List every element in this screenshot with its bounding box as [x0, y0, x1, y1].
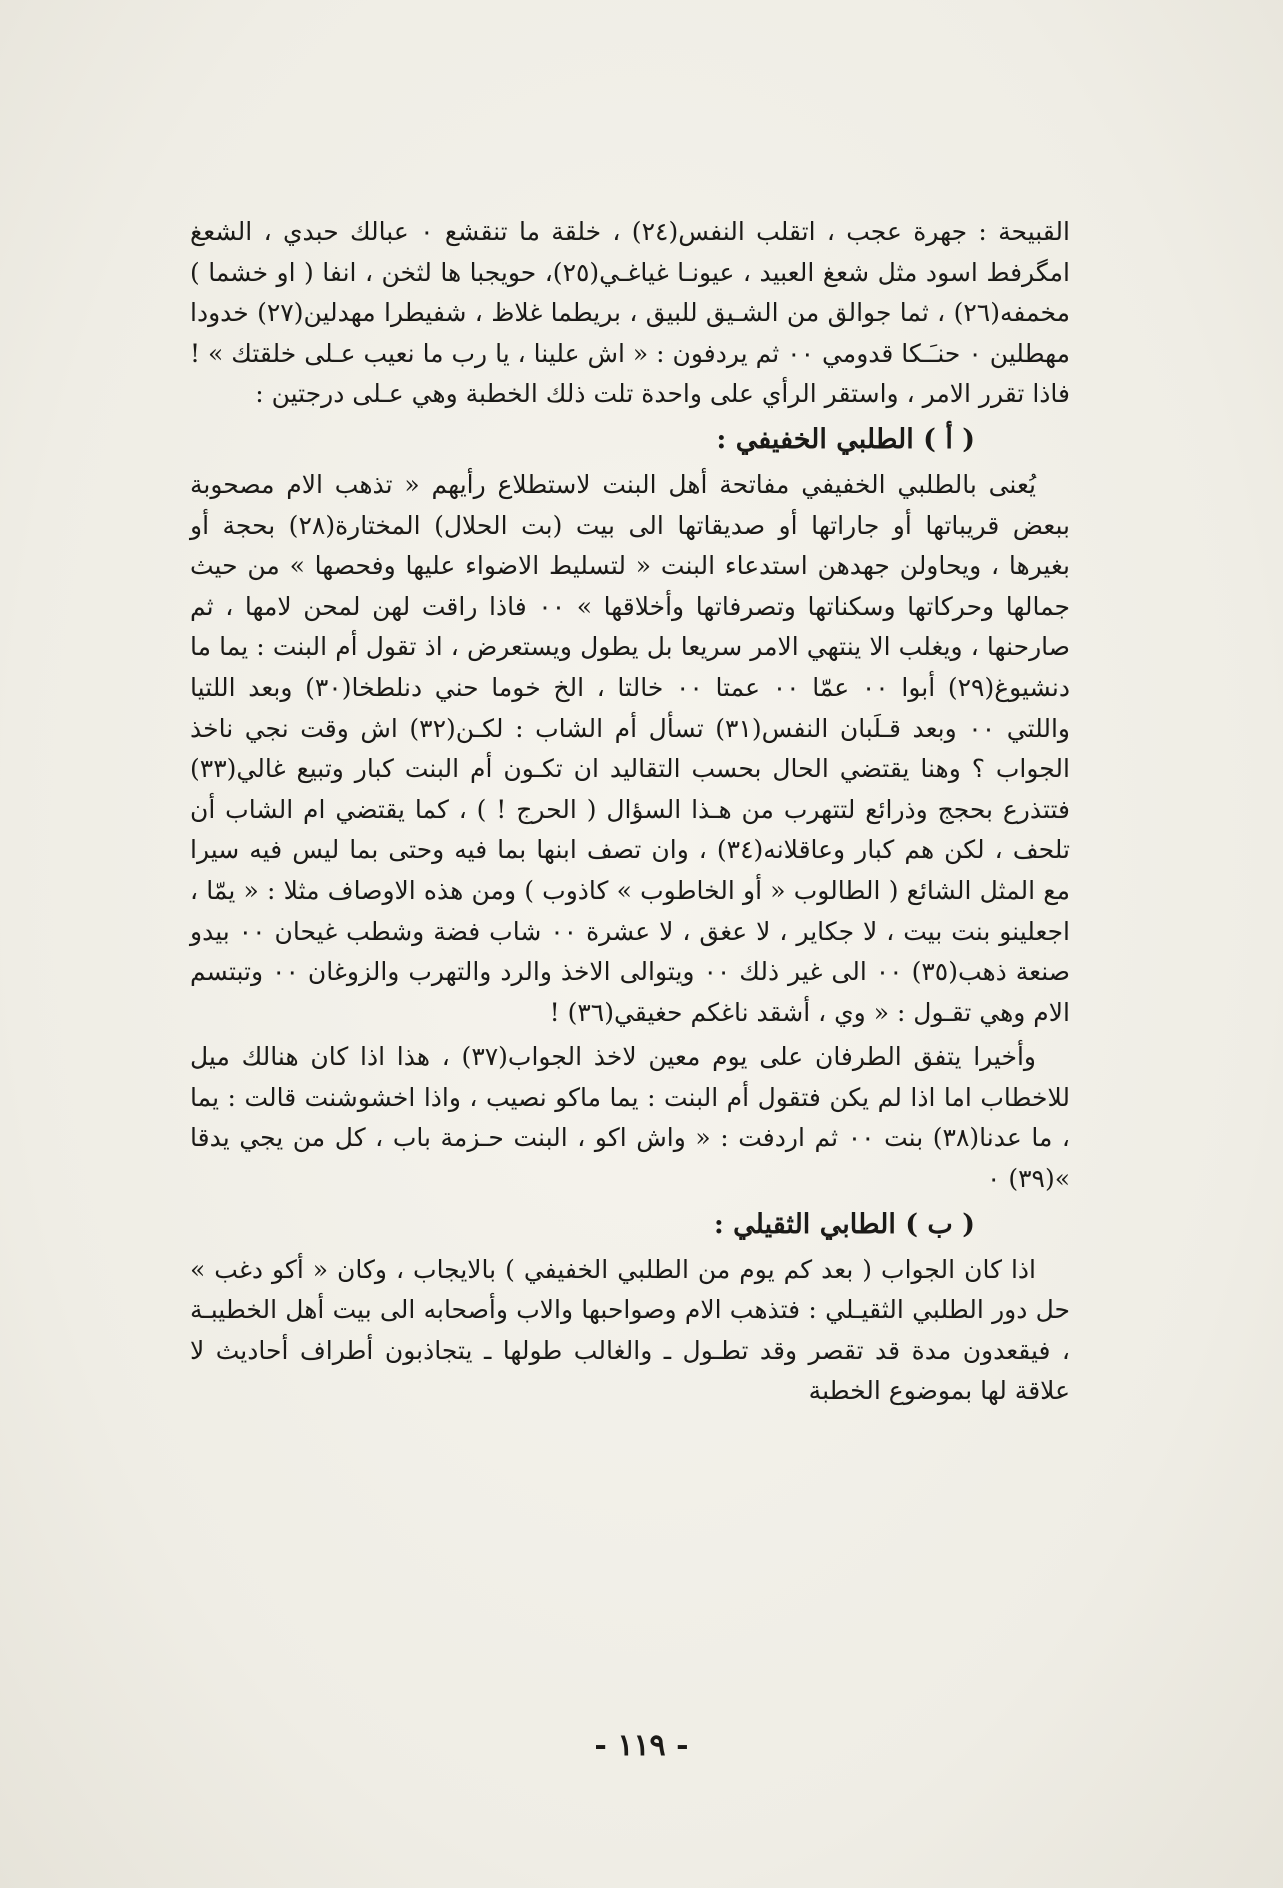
paragraph-heavy-proposal: اذا كان الجواب ( بعد كم يوم من الطلبي الخفيفي ) بالايجاب ، وكان « أكو دغب » حل دور الطلبي الثقيـلي : فتذهب الام وصواحبها والاب وأصحابه الى بيت أهل الخطيبـة ، فيقعدون مدة قد تقصر وقد تطـول ـ والغالب طولها ـ يتجاذبون أطراف أحاديث لا علاقة لها بموضوع الخطبة [190, 1254, 1070, 1406]
section-heading-a: ( أ ) الطلبي الخفيفي : [716, 423, 975, 455]
paragraph-answer-day: وأخيرا يتفق الطرفان على يوم معين لاخذ الجواب(٣٧) ، هذا اذا كان هنالك ميل للاخطاب اما اذا لم يكن فتقول أم البنت : يما ماكو نصيب ، واذا اخشوشنت قالت : يما ، ما عدنا(٣٨) بنت ٠٠ ثم اردفت : « واش اكو ، البنت حـزمة باب ، كل من يجي يدقا »(٣٩) ٠ [190, 1042, 1071, 1194]
page-number: - ١١٩ - [594, 1728, 689, 1763]
body-text [190, 212, 1070, 1412]
paragraph-light-proposal: يُعنى بالطلبي الخفيفي مفاتحة أهل البنت لاستطلاع رأيهم « تذهب الام مصحوبة ببعض قريباتها أو جاراتها أو صديقاتها الى بيت (بت الحلال) المختارة(٢٨) بحجة أو بغيرها ، ويحاولن جهدهن استدعاء البنت « لتسليط الاضواء عليها وفحصها » من حيث جمالها وحركاتها وسكناتها وتصرفاتها وأخلاقها » ٠٠ فاذا راقت لهن لمحن لامها ، ثم صارحنها ، ويغلب الا ينتهي الامر سريعا بل يطول ويستعرض ، اذ تقول أم البنت : يما ما دنشيوغ(٢٩) أبوا ٠٠ عمّا ٠٠ عمتا ٠٠ خالتا ، الخ خوما حني دنلطخا(٣٠) وبعد اللتيا واللتي ٠٠ وبعد قـلَبان النفس(٣١) تسأل أم الشاب : لكـن(٣٢) اش وقت نجي ناخذ الجواب ؟ وهنا يقتضي الحال بحسب التقاليد ان تكـون أم البنت كبار وتبيع غالي(٣٣) فتتذرع بحجج وذرائع لتتهرب من هـذا السؤال ( الحرج ! ) ، كما يقتضي ام الشاب أن تلحف ، لكن هم كبار وعاقلانه(٣٤) ، وان تصف ابنها بما فيه وحتى بما ليس فيه سيرا مع المثل الشائع ( الطالوب « أو الخاطوب » كاذوب ) ومن هذه الاوصاف مثلا : « يمّا ، اجعلينو بنت بيت ، لا جكاير ، لا عغق ، لا عشرة ٠٠ شاب فضة وشطب غيحان ٠٠ بيدو صنعة ذهب(٣٥) ٠٠ الى غير ذلك ٠٠ ويتوالى الاخذ والرد والتهرب والزوغان ٠٠ وتبتسم الام وهي تقـول : « وي ، أشقد ناغكم حغيقي(٣٦) ! [190, 469, 1071, 1027]
section-heading-b: ( ب ) الطابي الثقيلي : [713, 1208, 975, 1240]
paragraph-intro: القبيحة : جهرة عجب ، اتقلب النفس(٢٤) ، خلقة ما تنقشع ٠ عبالك حبدي ، الشعغ امگرفط اسود مثل شعغ العبيد ، عيونـا غياغـي(٢٥)، حويجبا ها لثخن ، انفا ( او خشما ) مخمفه(٢٦) ، ثما جوالق من الشـيق للبيق ، بريطما غلاظ ، شفيطرا مهدلين(٢٧) خدودا مهطلين ٠ حنـَـكا قدومي ٠٠ ثم يردفون : « اش علينا ، يا رب ما نعيب عـلى خلقتك » ! فاذا تقرر الامر ، واستقر الرأي على واحدة تلت ذلك الخطبة وهي عـلى درجتين : [190, 217, 1070, 409]
